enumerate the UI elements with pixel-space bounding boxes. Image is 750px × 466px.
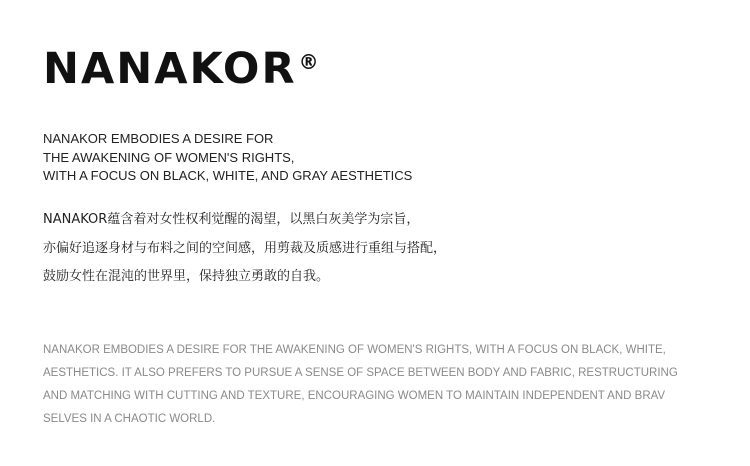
intro-english-line: NANAKOR EMBODIES A DESIRE FOR bbox=[43, 131, 274, 146]
intro-chinese-line: 鼓励女性在混沌的世界里，保持独立勇敢的自我。 bbox=[43, 269, 330, 284]
registered-mark: ® bbox=[298, 50, 319, 74]
brand-logo bbox=[43, 44, 319, 94]
intro-chinese-line: NANAKOR蕴含着对女性权利觉醒的渴望，以黑白灰美学为宗旨， bbox=[43, 212, 420, 227]
caption-line: SELVES IN A CHAOTIC WORLD. bbox=[43, 413, 216, 425]
intro-english-line: WITH A FOCUS ON BLACK, WHITE, AND GRAY AESTHETICS bbox=[43, 168, 413, 183]
caption-line: AND MATCHING WITH CUTTING AND TEXTURE, ENCOURAGING WOMEN TO MAINTAIN INDEPENDENT AND BRAV bbox=[43, 390, 666, 402]
caption-line: NANAKOR EMBODIES A DESIRE FOR THE AWAKENING OF WOMEN'S RIGHTS, WITH A FOCUS ON BLACK, WHITE, bbox=[43, 344, 666, 356]
intro-chinese-line: 亦偏好追逐身材与布料之间的空间感，用剪裁及质感进行重组与搭配， bbox=[43, 240, 447, 256]
intro-english bbox=[43, 130, 412, 186]
intro-english-line: THE AWAKENING OF WOMEN'S RIGHTS, bbox=[43, 149, 295, 165]
caption-line: AESTHETICS. IT ALSO PREFERS TO PURSUE A SENSE OF SPACE BETWEEN BODY AND FABRIC, RESTRUCTURING bbox=[43, 367, 678, 379]
brand-name: NANAKOR bbox=[43, 44, 297, 94]
caption-paragraph bbox=[43, 339, 703, 431]
intro-chinese bbox=[43, 206, 446, 292]
